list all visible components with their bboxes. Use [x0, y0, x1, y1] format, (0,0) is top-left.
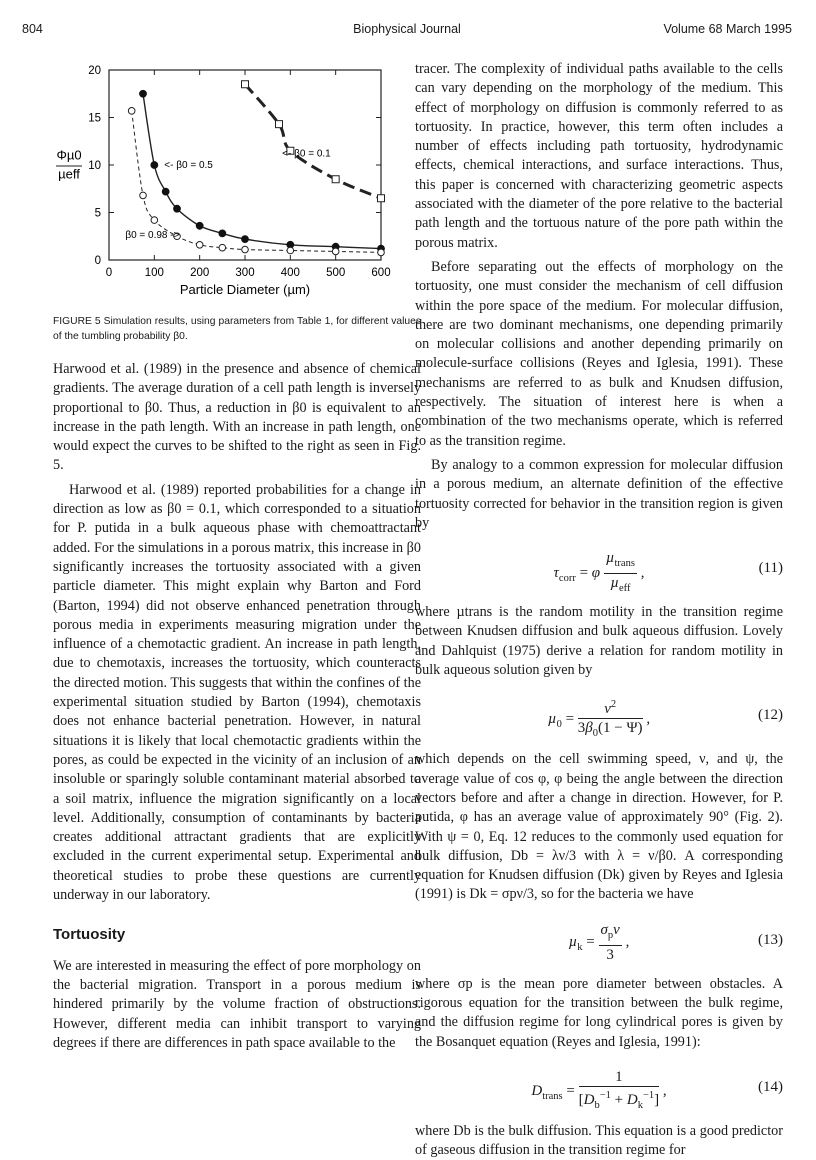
data-point: [287, 247, 294, 254]
left-paragraph-1: Harwood et al. (1989) in the presence and absence of chemical gradients. The average duration of a cell path length is inversely proportional to β0. Thus, a reduction in β0 is equivalent to an increase in the path length. With an increase in path length, one would expect the curves to be shifted to the right as seen in Fig. 5.: [53, 361, 421, 474]
data-point: [196, 222, 203, 229]
x-tick-label: 200: [190, 267, 210, 279]
right-paragraph-4: where µtrans is the random motility in the transition regime between Knudsen diffusion and bulk aqueous diffusion. Lovely and Dahlquist (1975) derive a relation for random motility in bulk aqueous solution given by: [415, 604, 783, 679]
equation-12: µ$_0$ = $\frac{\nu^2}{3\beta_0(1 - \Psi)}$ , (12): [415, 688, 783, 742]
x-tick-label: 500: [326, 267, 346, 279]
equation-14: $D_{trans}$ = $\frac{1}{[D_b^{-1} + D_k^{-1}]}$ , (14): [531, 1068, 783, 1111]
series-label-0: <- β0 = 0.1: [282, 148, 331, 160]
equation-11: $\tau_{corr} = \varphi$ $\frac{\mu_{trans}}{\mu_{eff}}$ , (11): [553, 550, 783, 595]
data-point: [196, 242, 203, 249]
series-line-1: [143, 94, 381, 249]
equation-13-number: (13): [758, 931, 783, 948]
right-paragraph-3: By analogy to a common expression for molecular diffusion in a porous medium, an alternate definition of the effective tortuosity corrected for behavior in the transition region is given by: [415, 456, 783, 531]
data-point: [332, 248, 339, 255]
data-point: [378, 195, 385, 202]
right-paragraph-7: where Db is the bulk diffusion. This equation is a good predictor of gaseous diffusion in the transition regime for: [415, 1122, 783, 1159]
data-point: [242, 246, 249, 253]
data-point: [219, 230, 226, 237]
volume-info: Volume 68 March 1995: [663, 22, 792, 36]
x-tick-label: 600: [371, 267, 391, 279]
data-point: [140, 192, 147, 199]
y-axis-label-denominator: µeff: [58, 166, 80, 182]
y-axis-label-numerator: Φµ0: [56, 147, 82, 163]
figure-5: [53, 60, 421, 308]
equation-14-number: (14): [758, 1078, 783, 1095]
left-paragraph-2: Harwood et al. (1989) reported probabilities for a change in direction as low as β0 = 0.1, which corresponded to a situation for P. putida in a bulk aqueous phase with chemoattractant added. For the simulations in a porous matrix, this increase in β0 significantly increases the tortuosity associated with a given particle diameter. This might explain why Barton and Ford (Barton, 1994) did not observe enhanced penetration through porous media in experiments measuring migration under the influence of a chemotactic gradient. An increase in path length, due to chemotaxis, increases the tortuosity, which counteracts the directed motion. This suggests that within the confines of the experimental situation studied by Barton (1994), chemotaxis does not enhance bacterial penetration. However, in natural situations it is likely that local chemotactic gradients within the pores, as could be expected in the vicinity of an inclusion of an insoluble or sparingly soluble contaminant material absorbed to a soil matrix, influence the migration significantly on a local level. Additionally, consumption of contaminants by bacteria creates additional attractant gradients that are explicitly excluded in the current experimental setup. Experimental and theoretical studies to probe these questions are currently underway in our laboratory.: [53, 481, 421, 904]
figure-5-chart: [53, 60, 421, 308]
y-tick-label: 5: [94, 207, 101, 220]
journal-title: Biophysical Journal: [353, 22, 461, 36]
page-header: [22, 22, 792, 42]
right-paragraph-2: Before separating out the effects of morphology on the tortuosity, one must consider the mechanism of cell diffusion within the pore space of the medium. For molecular diffusion, there are two dominant mechanisms, one depending primarily on molecular collisions and another depending primarily on molecule-surface collisions (Reyes and Iglesia, 1991). These mechanisms are referred to as bulk and Knudsen diffusion, respectively. The situation of interest here is when a combination of the two mechanisms operate, which is referred to as the transition regime.: [415, 258, 783, 449]
data-point: [140, 90, 147, 97]
data-point: [219, 244, 226, 251]
data-point: [378, 249, 385, 256]
left-paragraph-3: We are interested in measuring the effect of pore morphology on the bacterial migration. Transport in a porous medium is hindered primarily by the volume fraction of obstructions. However, different media can inhibit transport to varying degrees if there are differences in path space available to the: [53, 957, 421, 1051]
data-point: [332, 176, 339, 183]
y-tick-label: 0: [94, 255, 101, 267]
data-point: [242, 81, 249, 88]
section-heading-tortuosity: Tortuosity: [53, 926, 126, 944]
data-point: [151, 162, 158, 169]
figure-caption: FIGURE 5 Simulation results, using parameters from Table 1, for different values of the tumbling probability β0.: [53, 316, 421, 342]
series-label-2: β0 = 0.98 ->: [125, 230, 180, 242]
left-column: [53, 60, 421, 1053]
equation-13: µ$_k$ = $\frac{\sigma_p\nu}{3}$ , (13): [568, 921, 783, 963]
equation-11-number: (11): [758, 560, 783, 577]
x-axis-label: Particle Diameter (µm): [179, 282, 311, 297]
x-tick-label: 100: [144, 267, 164, 279]
y-tick-label: 15: [88, 112, 101, 125]
page-number: 804: [22, 22, 43, 36]
data-point: [276, 121, 283, 128]
data-point: [151, 217, 158, 224]
right-paragraph-5: which depends on the cell swimming speed, ν, and ψ, the average value of cos φ, φ being the angle between the direction vectors before and after a change in direction. However, for P. putida, φ has an average value of approximately 90° (Fig. 2). With ψ = 0, Eq. 12 reduces to the commonly used equation for bulk diffusion, Db = λν/3 with λ = ν/β0. A corresponding equation for Knudsen diffusion (Dk) given by Reyes and Iglesia (1991) is Dk = σpν/3, so for the bacteria we have: [415, 751, 783, 903]
data-point: [242, 236, 249, 243]
y-tick-label: 20: [88, 65, 101, 77]
right-column: [415, 60, 783, 1160]
right-paragraph-6: where σp is the mean pore diameter between obstacles. A rigorous equation for the transition between the bulk regime, and the diffusion regime for long cylindrical pores is given by the Bosanquet equation (Reyes and Iglesia, 1991):: [415, 975, 783, 1050]
series-label-1: <- β0 = 0.5: [164, 159, 213, 171]
data-point: [162, 188, 169, 195]
series-line-0: [245, 84, 381, 198]
x-tick-label: 0: [105, 267, 113, 279]
x-tick-label: 400: [280, 267, 300, 279]
data-point: [174, 205, 181, 212]
right-paragraph-1: tracer. The complexity of individual paths available to the cells can vary depending on the morphology of the medium. This effect of morphology on diffusion is commonly referred to as tortuosity. In practice, however, this term often includes a number of effects including path tortuosity, hydrodynamic effects, chemical interactions, and surface interactions. Thus, this paper is concerned with characterizing geometric aspects associated with the diameter of the pore relative to the bacterial path length and the tortuous nature of the pore path within the porous matrix.: [415, 61, 783, 251]
x-tick-label: 300: [235, 267, 255, 279]
y-tick-label: 10: [88, 160, 101, 172]
data-point: [128, 108, 135, 115]
equation-12-number: (12): [758, 707, 783, 724]
